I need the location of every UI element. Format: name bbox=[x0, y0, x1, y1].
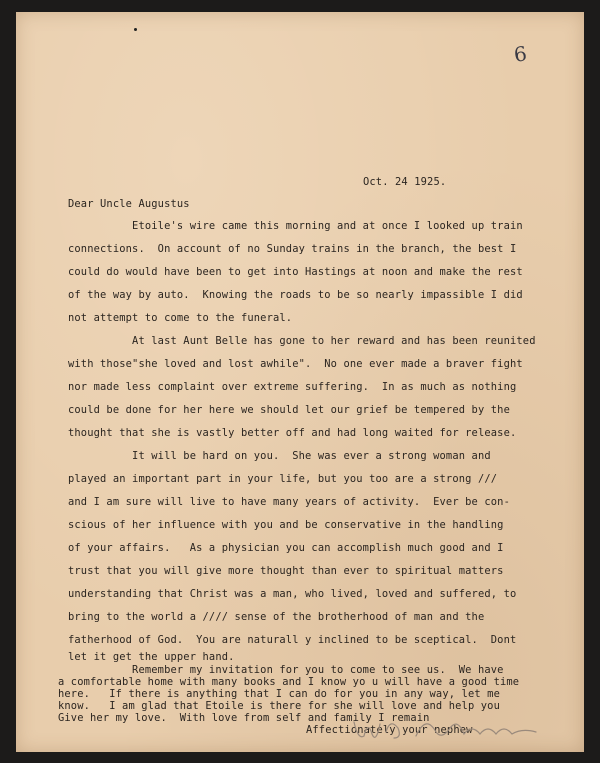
salutation: Dear Uncle Augustus bbox=[68, 198, 190, 210]
letter-date: Oct. 24 1925. bbox=[363, 176, 447, 188]
body-line: Remember my invitation for you to come to see us. We have bbox=[68, 664, 504, 676]
body-line: let it get the upper hand. bbox=[68, 651, 235, 663]
body-line: not attempt to come to the funeral. bbox=[68, 312, 293, 324]
body-line: could do would have been to get into Hastings at noon and make the rest bbox=[68, 266, 523, 278]
ink-dot bbox=[134, 28, 137, 31]
body-line: nor made less complaint over extreme suffering. In as much as nothing bbox=[68, 381, 517, 393]
body-line: and I am sure will live to have many years of activity. Ever be con- bbox=[68, 496, 510, 508]
body-line: understanding that Christ was a man, who lived, loved and suffered, to bbox=[68, 588, 517, 600]
body-line: know. I am glad that Etoile is there for she will love and help you bbox=[58, 700, 500, 712]
body-line: of your affairs. As a physician you can accomplish much good and I bbox=[68, 542, 504, 554]
body-line: of the way by auto. Knowing the roads to be so nearly impassible I did bbox=[68, 289, 523, 301]
closing: Affectionately your nephew bbox=[306, 724, 473, 736]
body-line: Give her my love. With love from self and family I remain bbox=[58, 712, 430, 724]
body-line: played an important part in your life, but you too are a strong /// bbox=[68, 473, 498, 485]
body-line: At last Aunt Belle has gone to her reward and has been reunited bbox=[68, 335, 536, 347]
body-line: here. If there is anything that I can do for you in any way, let me bbox=[58, 688, 500, 700]
letter-page bbox=[16, 12, 584, 752]
body-line: trust that you will give more thought than ever to spiritual matters bbox=[68, 565, 504, 577]
body-line: scious of her influence with you and be conservative in the handling bbox=[68, 519, 504, 531]
body-line: connections. On account of no Sunday trains in the branch, the best I bbox=[68, 243, 517, 255]
body-line: bring to the world a //// sense of the brotherhood of man and the bbox=[68, 611, 485, 623]
body-line: It will be hard on you. She was ever a strong woman and bbox=[68, 450, 491, 462]
body-line: could be done for her here we should let our grief be tempered by the bbox=[68, 404, 510, 416]
handwritten-signature bbox=[346, 710, 566, 750]
page-number-mark: 6 bbox=[512, 41, 529, 67]
body-line: Etoile's wire came this morning and at once I looked up train bbox=[68, 220, 523, 232]
body-line: thought that she is vastly better off and had long waited for release. bbox=[68, 427, 517, 439]
body-line: with those"she loved and lost awhile". No one ever made a braver fight bbox=[68, 358, 523, 370]
body-line: a comfortable home with many books and I know yo u will have a good time bbox=[58, 676, 520, 688]
body-line: fatherhood of God. You are naturall y inclined to be sceptical. Dont bbox=[68, 634, 517, 646]
